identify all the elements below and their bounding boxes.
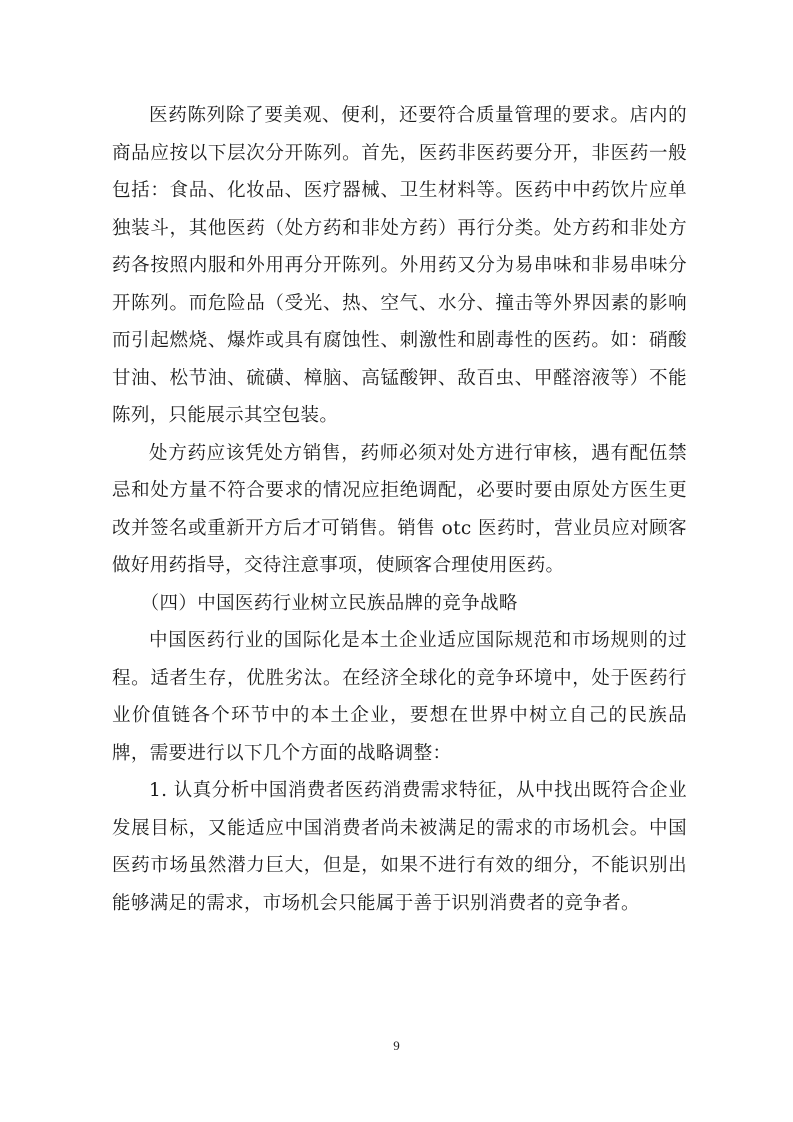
section-heading: （四）中国医药行业树立民族品牌的竞争战略	[140, 592, 518, 614]
page-number: 9	[393, 1038, 400, 1053]
body-text	[112, 97, 687, 922]
paragraph-prescription-sales: 处方药应该凭处方销售，药师必须对处方进行审核，遇有配伍禁忌和处方量不符合要求的情况应拒绝调配，必要时要由原处方医生更改并签名或重新开方后才可销售。销售 otc 医药时，营业员应对顾客做好用药指导，交待注意事项，使顾客合理使用医药。	[112, 442, 687, 576]
paragraph-internationalization: 中国医药行业的国际化是本土企业适应国际规范和市场规则的过程。适者生存，优胜劣汰。在经济全球化的竞争环境中，处于医药行业价值链各个环节中的本土企业，要想在世界中树立自己的民族品牌，需要进行以下几个方面的战略调整：	[112, 630, 687, 764]
paragraph-consumer-analysis: 1. 认真分析中国消费者医药消费需求特征，从中找出既符合企业发展目标，又能适应中国消费者尚未被满足的需求的市场机会。中国医药市场虽然潜力巨大，但是，如果不进行有效的细分，不能识别出能够满足的需求，市场机会只能属于善于识别消费者的竞争者。	[112, 780, 687, 914]
paragraph-display-rules: 医药陈列除了要美观、便利，还要符合质量管理的要求。店内的商品应按以下层次分开陈列。首先，医药非医药要分开，非医药一般包括：食品、化妆品、医疗器械、卫生材料等。医药中中药饮片应单独装斗，其他医药（处方药和非处方药）再行分类。处方药和非处方药各按照内服和外用再分开陈列。外用药又分为易串味和非易串味分开陈列。而危险品（受光、热、空气、水分、撞击等外界因素的影响而引起燃烧、爆炸或具有腐蚀性、刺激性和剧毒性的医药。如：硝酸甘油、松节油、硫磺、樟脑、高锰酸钾、敌百虫、甲醛溶液等）不能陈列，只能展示其空包装。	[112, 105, 687, 426]
